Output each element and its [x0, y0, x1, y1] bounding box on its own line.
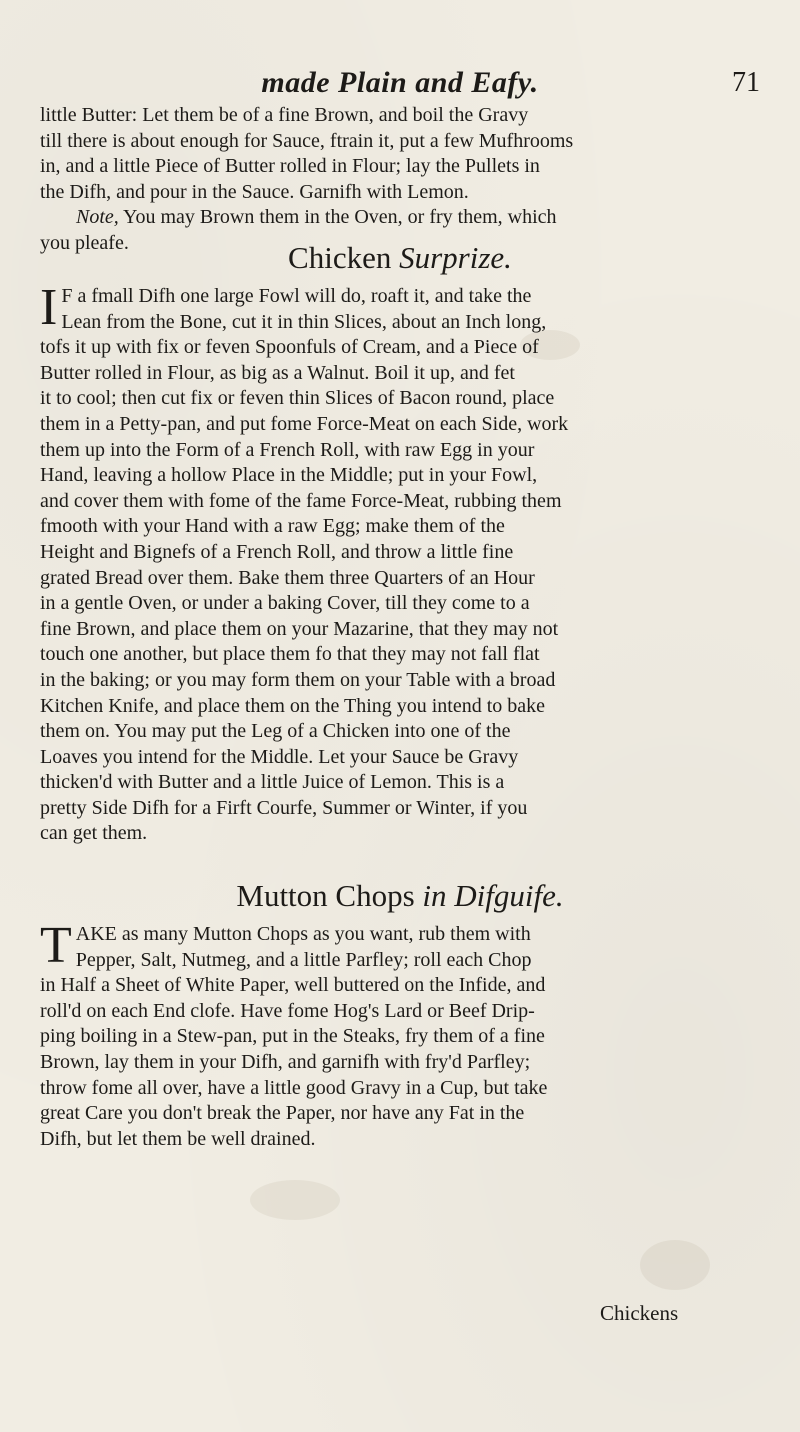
- text-line: pretty Side Difh for a Firft Courfe, Summer or Winter, if you: [40, 796, 528, 819]
- running-title: made Plain and Eafy.: [261, 66, 539, 99]
- text-line: it to cool; then cut fix or feven thin Slices of Bacon round, place: [40, 387, 555, 410]
- text-line: tofs it up with fix or feven Spoonfuls of Cream, and a Piece of: [40, 336, 539, 359]
- text-line: can get them.: [40, 822, 148, 845]
- note-line: [40, 205, 765, 231]
- text-line: Pepper, Salt, Nutmeg, and a little Parfley; roll each Chop: [75, 948, 532, 971]
- text-line: Butter rolled in Flour, as big as a Walnut. Boil it up, and fet: [40, 361, 515, 384]
- text-line: little Butter: Let them be of a fine Brown, and boil the Gravy: [40, 104, 529, 126]
- text-line: Kitchen Knife, and place them on the Thing you intend to bake: [40, 694, 546, 717]
- text-line: great Care you don't break the Paper, nor have any Fat in the: [40, 1102, 525, 1125]
- recipe-body-chicken-surprize: [40, 279, 765, 847]
- text-line: them up into the Form of a French Roll, with raw Egg in your: [40, 438, 535, 461]
- text-line: in, and a little Piece of Butter rolled in Flour; lay the Pullets in: [40, 155, 540, 178]
- recipe-body-mutton-chops: [40, 917, 765, 1152]
- text-line: ping boiling in a Stew-pan, put in the Steaks, fry them of a fine: [40, 1025, 545, 1048]
- text-line: roll'd on each End clofe. Have fome Hog's Lard or Beef Drip-: [40, 999, 535, 1022]
- text-line: them on. You may put the Leg of a Chicken into one of the: [40, 720, 511, 743]
- text-line: them in a Petty-pan, and put fome Force-Meat on each Side, work: [40, 412, 569, 435]
- note-text: You may Brown them in the Oven, or fry them, which: [118, 206, 557, 229]
- title-italic: Surprize.: [399, 240, 512, 275]
- text-line: grated Bread over them. Bake them three Quarters of an Hour: [40, 566, 535, 589]
- text-line: fine Brown, and place them on your Mazarine, that they may not: [40, 617, 559, 640]
- catchword: Chickens: [600, 1301, 679, 1325]
- title-italic: in Difguife.: [422, 878, 564, 913]
- recipe-title-chicken-surprize: [40, 240, 760, 276]
- page-header: [40, 66, 760, 106]
- paper-stain: [250, 1180, 340, 1220]
- recipe-title-mutton-chops: [40, 878, 760, 914]
- text-line: Hand, leaving a hollow Place in the Middle; put in your Fowl,: [40, 464, 538, 487]
- drop-cap: I: [40, 279, 58, 336]
- text-line: thicken'd with Butter and a little Juice of Lemon. This is a: [40, 771, 505, 794]
- text-line: in the baking; or you may form them on your Table with a broad: [40, 668, 556, 691]
- text-line: Brown, lay them in your Difh, and garnifh with fry'd Parfley;: [40, 1050, 531, 1073]
- text-line: touch one another, but place them fo that they may not fall flat: [40, 643, 540, 666]
- text-line: you pleafe.: [40, 231, 129, 254]
- text-line: fmooth with your Hand with a raw Egg; make them of the: [40, 515, 505, 538]
- note-label: Note,: [76, 206, 119, 229]
- text-line: Difh, but let them be well drained.: [40, 1127, 316, 1150]
- drop-cap: T: [40, 917, 72, 974]
- intro-paragraph: [40, 103, 765, 257]
- text-line: throw fome all over, have a little good Gravy in a Cup, but take: [40, 1076, 548, 1099]
- text-line: in a gentle Oven, or under a baking Cover, till they come to a: [40, 592, 530, 615]
- text-line: Lean from the Bone, cut it in thin Slices, about an Inch long,: [61, 310, 547, 333]
- text-line: till there is about enough for Sauce, ftrain it, put a few Mufhrooms: [40, 129, 574, 152]
- paper-stain: [640, 1240, 710, 1290]
- text-line: the Difh, and pour in the Sauce. Garnifh with Lemon.: [40, 180, 469, 203]
- text-line: in Half a Sheet of White Paper, well buttered on the Infide, and: [40, 974, 546, 997]
- text-line: F a fmall Difh one large Fowl will do, roaft it, and take the: [61, 285, 532, 307]
- text-line: Loaves you intend for the Middle. Let your Sauce be Gravy: [40, 745, 519, 768]
- title-roman: Chicken: [288, 240, 400, 275]
- title-roman: Mutton Chops: [236, 878, 423, 913]
- text-line: and cover them with fome of the fame Force-Meat, rubbing them: [40, 489, 562, 512]
- text-line: Height and Bignefs of a French Roll, and throw a little fine: [40, 540, 514, 563]
- page-number: 71: [732, 67, 760, 98]
- text-line: AKE as many Mutton Chops as you want, rub them with: [75, 923, 531, 945]
